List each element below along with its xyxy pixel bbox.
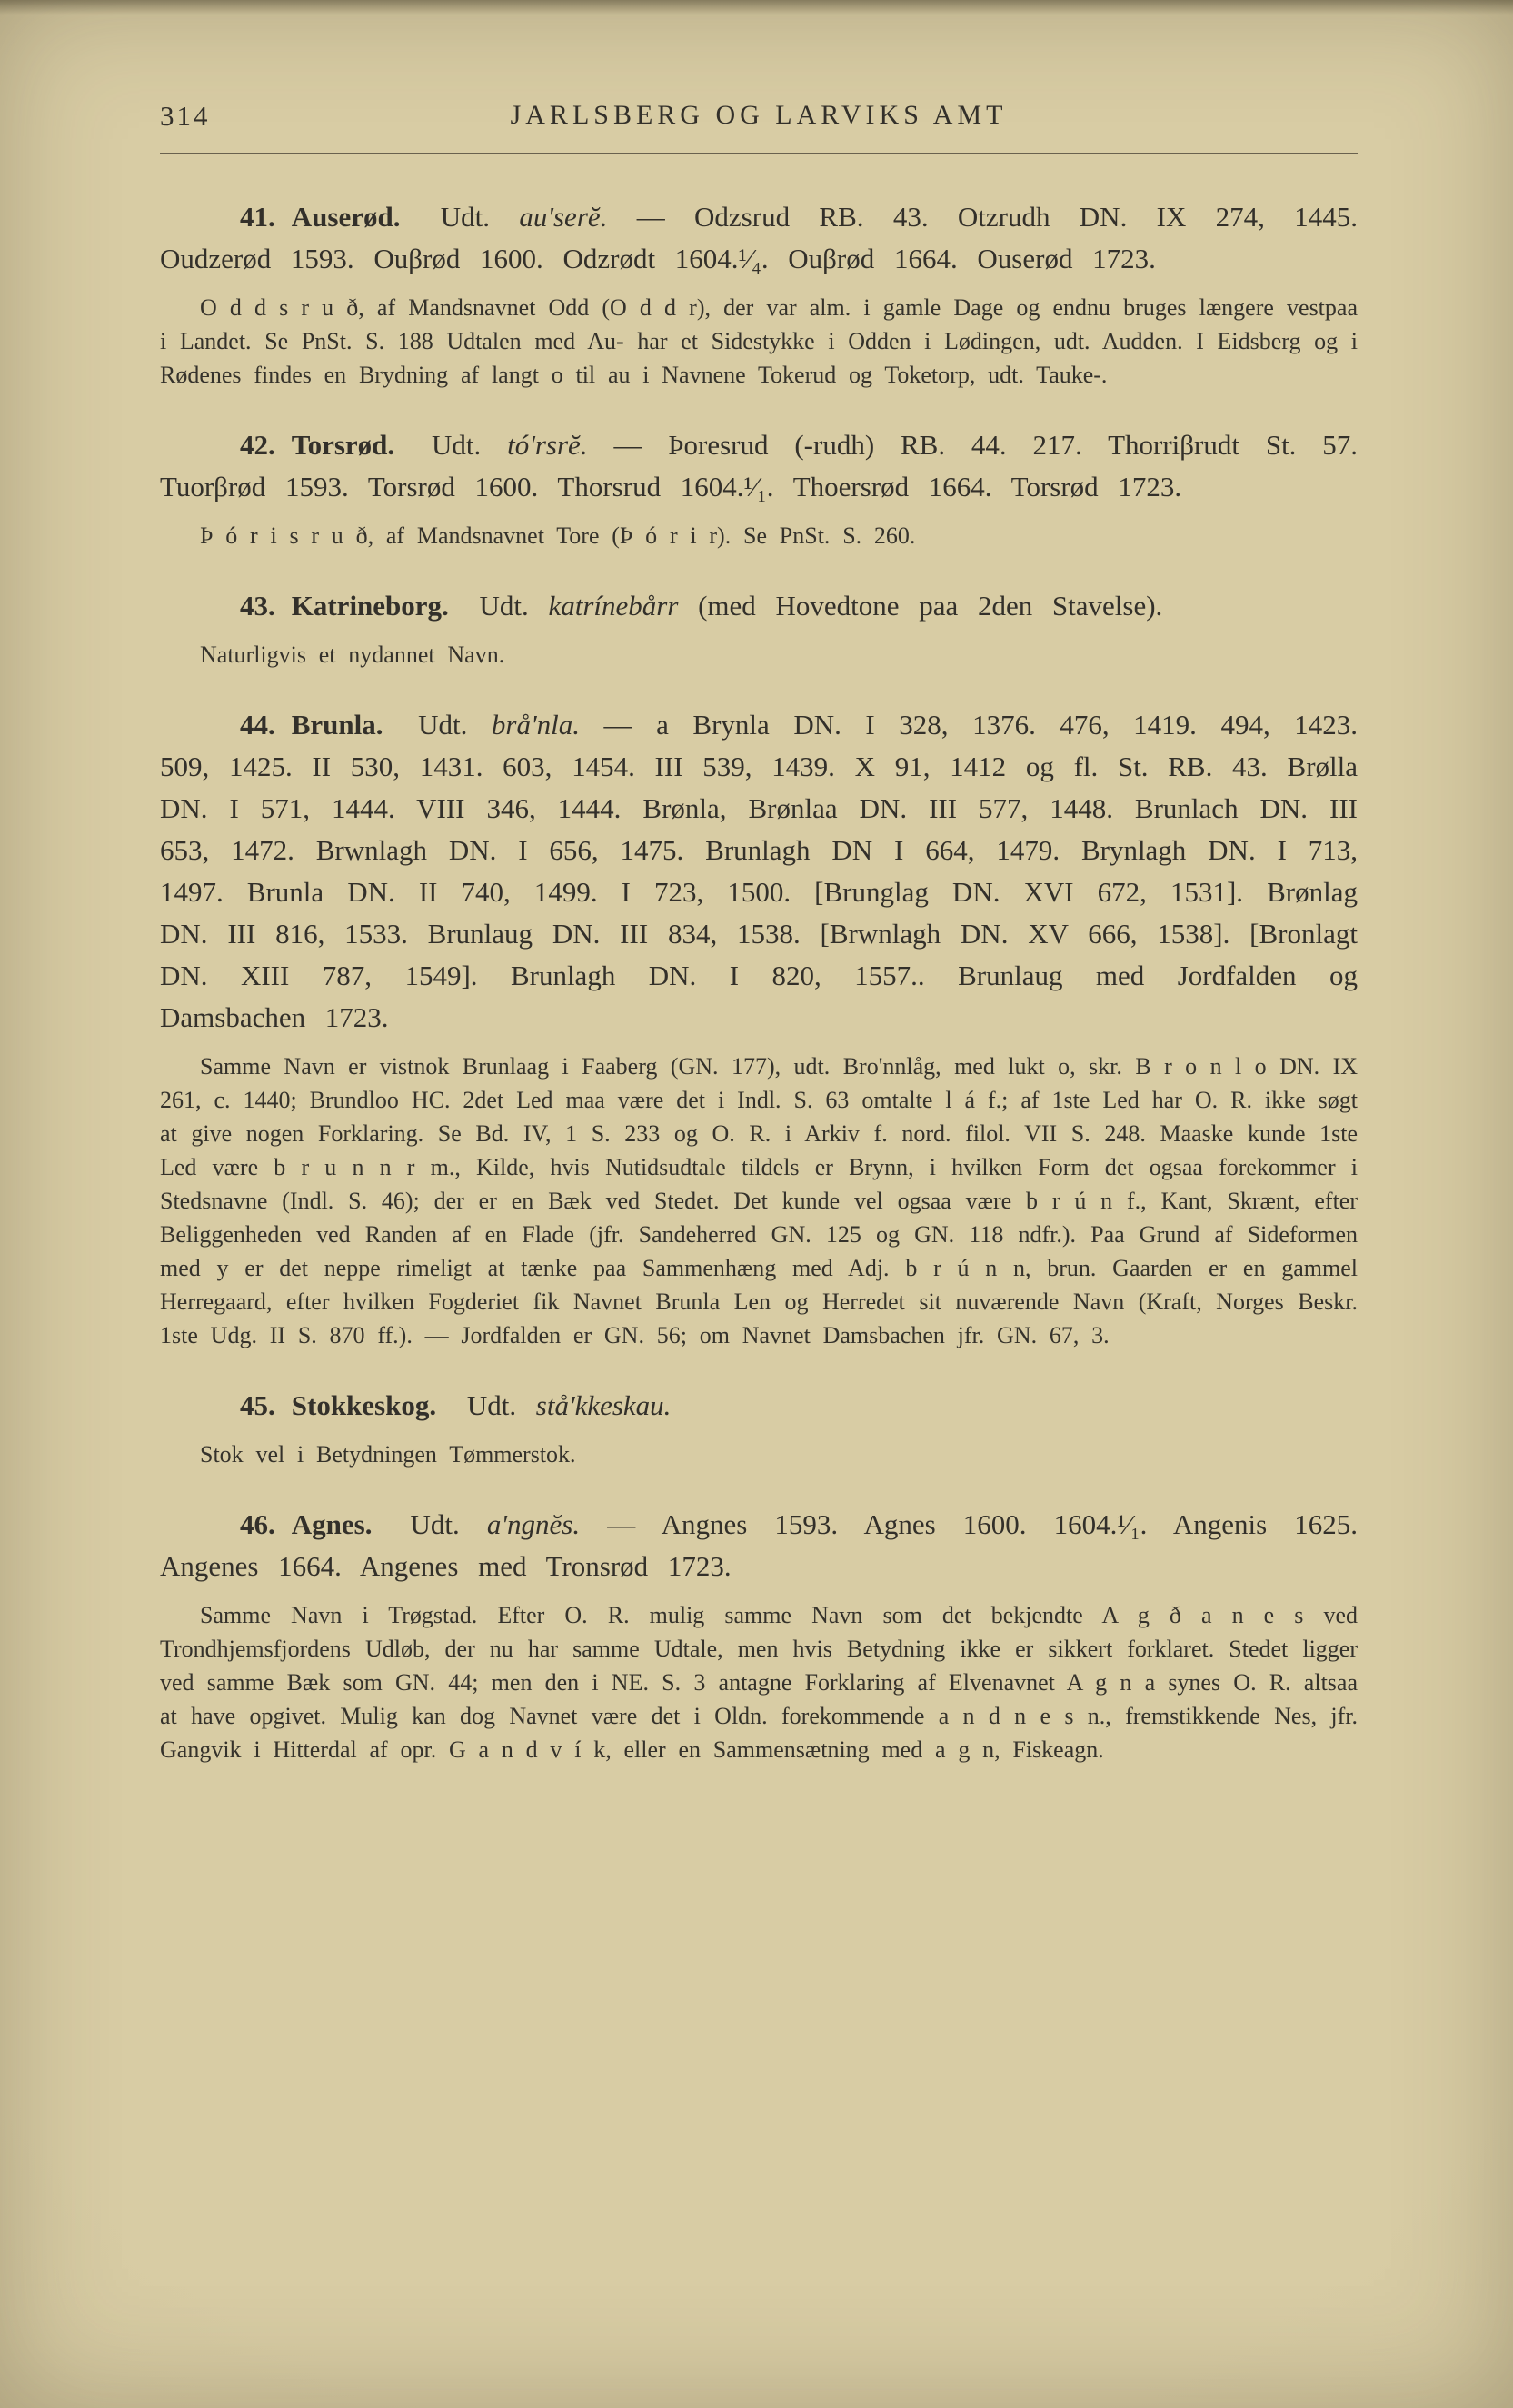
running-header (160, 100, 1358, 140)
entry-name: Agnes. (291, 1508, 373, 1540)
entry-43 (160, 585, 1358, 672)
entry-forms: — a Brynla DN. I 328, 1376. 476, 1419. 494, 1423. 509, 1425. II 530, 1431. 603, 1454. III 539, 1439. X 91, 1412 og fl. St. RB. 43. Brølla DN. I 571, 1444. VIII 346, 1444. Brønla, Brønlaa DN. III 577, 1448. Brunlach DN. III 653, 1472. Brwnlagh DN. I 656, 1475. Brunlagh DN I 664, 1479. Brynlagh DN. I 713, 1497. Brunla DN. II 740, 1499. I 723, 1500. [Brunglag DN. XVI 672, 1531]. Brønlag DN. III 816, 1533. Brunlaug DN. III 834, 1538. [Brwnlagh DN. XV 666, 1538]. [Bronlagt DN. XIII 787, 1549]. Brunlagh DN. I 820, 1557.. Brunlaug med Jordfalden og Damsbachen 1723. (160, 709, 1359, 1033)
entry-heading (160, 704, 1358, 1039)
entry-note: O d d s r u ð, af Mandsnavnet Odd (O d d r), der var alm. i gamle Dage og endnu bruges længere vestpaa i Landet. Se PnSt. S. 188 Udtalen med Au- har et Sidestykke i Odden i Lødingen, udt. Audden. I Eidsberg og i Rødenes findes en Brydning af langt o til au i Navnene Tokerud og Toketorp, udt. Tauke-. (160, 294, 1358, 388)
entry-forms: (med Hovedtone paa 2den Stavelse). (698, 590, 1163, 622)
entry-pronunciation: au'serĕ. (519, 201, 608, 233)
entry-41 (160, 196, 1358, 392)
entry-heading (160, 1504, 1358, 1587)
header-rule (160, 153, 1358, 154)
entry-pronunciation: katrínebårr (548, 590, 679, 622)
entry-name: Brunla. (291, 709, 383, 741)
entry-note: Naturligvis et nydannet Navn. (200, 642, 505, 668)
udt-label: Udt. (410, 1508, 460, 1540)
entry-heading (160, 1385, 1358, 1427)
udt-label: Udt. (479, 590, 529, 622)
entry-heading (160, 196, 1358, 280)
udt-label: Udt. (466, 1389, 517, 1421)
entry-pronunciation: brå'nla. (491, 709, 580, 741)
entries-list (160, 196, 1358, 1766)
udt-label: Udt. (418, 709, 468, 741)
entry-number: 44. (240, 709, 275, 741)
entry-pronunciation: tó'rsrĕ. (507, 429, 588, 461)
entry-name: Torsrød. (291, 429, 395, 461)
entry-note: Stok vel i Betydningen Tømmerstok. (200, 1441, 576, 1468)
entry-42 (160, 424, 1358, 552)
running-title: JARLSBERG OG LARVIKS AMT (510, 100, 1008, 130)
udt-label: Udt. (432, 429, 482, 461)
entry-note: Samme Navn er vistnok Brunlaag i Faaberg (GN. 177), udt. Bro'nnlåg, med lukt o, skr. B r o n l o DN. IX 261, c. 1440; Brundloo HC. 2det Led maa være det i Indl. S. 63 omtalte l á f.; af 1ste Led har O. R. ikke søgt at give nogen Forklaring. Se Bd. IV, 1 S. 233 og O. R. i Arkiv f. nord. filol. VII S. 248. Maaske kunde 1ste Led være b r u n n r m., Kilde, hvis Nutidsudtale tildels er Brynn, i hvilken Form det ogsaa forekommer i Stedsnavne (Indl. S. 46); der er en Bæk ved Stedet. Det kunde vel ogsaa være b r ú n f., Kant, Skrænt, efter Beliggenheden ved Randen af en Flade (jfr. Sandeherred GN. 125 og GN. 118 ndfr.). Paa Grund af Sideformen med y er det neppe rimeligt at tænke paa Sammenhæng med Adj. b r ú n n, brun. Gaarden er en gammel Herregaard, efter hvilken Fogderiet fik Navnet Brunla Len og Herredet sit nuværende Navn (Kraft, Norges Beskr. 1ste Udg. II S. 870 ff.). — Jordfalden er GN. 56; om Navnet Damsbachen jfr. GN. 67, 3. (160, 1053, 1358, 1348)
entry-forms: — Odzsrud RB. 43. Otzrudh DN. IX 274, 1445. Oudzerød 1593. Ouβrød 1600. Odzrødt 1604.¹⁄₄. Ouβrød 1664. Ouserød 1723. (160, 201, 1359, 274)
entry-number: 46. (240, 1508, 275, 1540)
entry-note: Þ ó r i s r u ð, af Mandsnavnet Tore (Þ ó r i r). Se PnSt. S. 260. (200, 522, 916, 549)
entry-forms: — Þoresrud (-rudh) RB. 44. 217. Thorriβrudt St. 57. Tuorβrød 1593. Torsrød 1600. Thorsrud 1604.¹⁄₁. Thoersrød 1664. Torsrød 1723. (160, 429, 1359, 502)
entry-number: 42. (240, 429, 275, 461)
entry-pronunciation: stå'kkeskau. (535, 1389, 672, 1421)
entry-forms: — Angnes 1593. Agnes 1600. 1604.¹⁄₁. Angenis 1625. Angenes 1664. Angenes med Tronsrød 1723. (160, 1508, 1358, 1582)
scan-top-shadow (0, 0, 1513, 15)
entry-heading (160, 424, 1358, 508)
entry-number: 45. (240, 1389, 275, 1421)
entry-46 (160, 1504, 1358, 1766)
entry-number: 43. (240, 590, 275, 622)
entry-name: Katrineborg. (291, 590, 449, 622)
entry-number: 41. (240, 201, 275, 233)
entry-note: Samme Navn i Trøgstad. Efter O. R. mulig samme Navn som det bekjendte A g ð a n e s ved Trondhjemsfjordens Udløb, der nu har samme Udtale, men hvis Betydning ikke er sikkert forklaret. Stedet ligger ved samme Bæk som GN. 44; men den i NE. S. 3 antagne Forklaring af Elvenavnet A g n a synes O. R. altsaa at have opgivet. Mulig kan dog Navnet være det i Oldn. forekommende a n d n e s n., fremstikkende Nes, jfr. Gangvik i Hitterdal af opr. G a n d v í k, eller en Sammensætning med a g n, Fiskeagn. (160, 1602, 1358, 1763)
entry-heading (160, 585, 1358, 627)
entry-44 (160, 704, 1358, 1352)
udt-label: Udt. (440, 201, 491, 233)
entry-name: Auserød. (291, 201, 401, 233)
entry-45 (160, 1385, 1358, 1471)
page-number: 314 (160, 100, 211, 132)
entry-name: Stokkeskog. (291, 1389, 437, 1421)
entry-pronunciation: a'ngnĕs. (486, 1508, 581, 1540)
